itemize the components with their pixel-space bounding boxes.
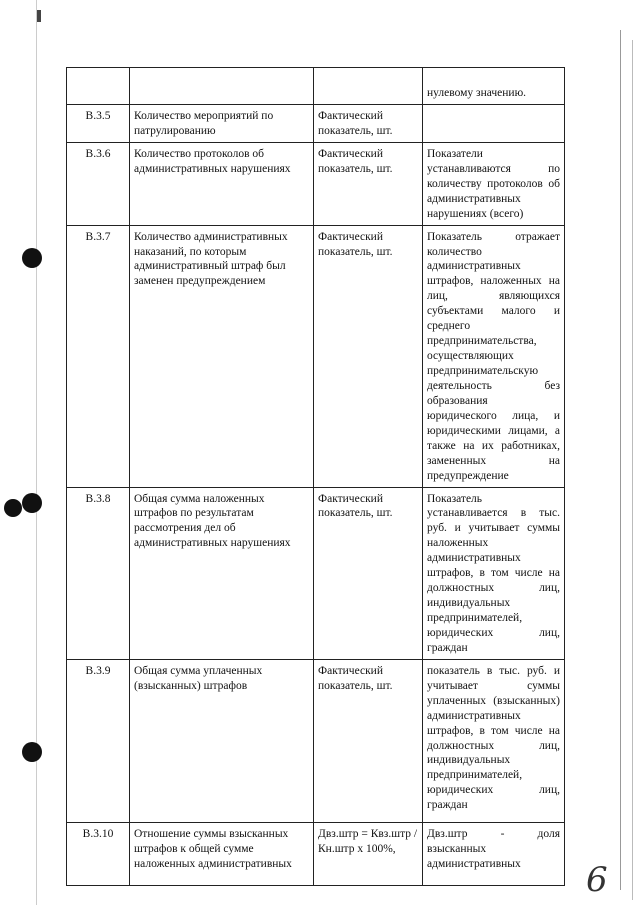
indicator-name bbox=[130, 68, 314, 105]
punch-hole-2 bbox=[4, 499, 22, 517]
indicator-name: Количество протоколов об административных нарушениях bbox=[130, 142, 314, 225]
indicator-description: показатель в тыс. руб. и учитывает суммы уплаченных (взысканных) административных штрафов, в том числе на должностных лиц, индивидуальных предпринимателей, юридических лиц, граждан bbox=[423, 659, 565, 822]
scan-edge-right bbox=[620, 30, 621, 890]
indicator-description: Двз.штр - доля взысканных административных bbox=[423, 822, 565, 885]
table-row bbox=[67, 225, 565, 487]
scan-mark bbox=[37, 10, 41, 22]
calc-method: Фактический показатель, шт. bbox=[314, 659, 423, 822]
indicator-description: Показатель отражает количество административных штрафов, наложенных на лиц, являющихся субъектами малого и среднего предпринимательства, осуществляющих предпринимательскую деятельность без образования юридического лица, и юридическими лицами, а также на их работниках, замененных на предупреждение bbox=[423, 225, 565, 487]
row-number: В.3.9 bbox=[67, 659, 130, 822]
scan-edge-left bbox=[36, 0, 37, 905]
punch-hole-3 bbox=[22, 493, 42, 513]
indicators-table bbox=[66, 67, 565, 886]
row-number bbox=[67, 68, 130, 105]
scan-edge-right-outer bbox=[632, 40, 633, 900]
row-number: В.3.7 bbox=[67, 225, 130, 487]
indicator-name: Отношение суммы взысканных штрафов к общей сумме наложенных административных bbox=[130, 822, 314, 885]
indicator-name: Количество административных наказаний, по которым административный штраф был заменен предупреждением bbox=[130, 225, 314, 487]
calc-method: Фактический показатель, шт. bbox=[314, 487, 423, 659]
page-number: 6 bbox=[586, 860, 608, 900]
table-row bbox=[67, 822, 565, 885]
indicator-name: Общая сумма уплаченных (взысканных) штрафов bbox=[130, 659, 314, 822]
calc-method bbox=[314, 68, 423, 105]
punch-hole-1 bbox=[22, 248, 42, 268]
row-number: В.3.10 bbox=[67, 822, 130, 885]
indicator-description: нулевому значению. bbox=[423, 68, 565, 105]
calc-method: Фактический показатель, шт. bbox=[314, 225, 423, 487]
table-row bbox=[67, 659, 565, 822]
row-number: В.3.6 bbox=[67, 142, 130, 225]
row-number: В.3.8 bbox=[67, 487, 130, 659]
table-row bbox=[67, 487, 565, 659]
indicator-name: Общая сумма наложенных штрафов по результатам рассмотрения дел об административных нарушениях bbox=[130, 487, 314, 659]
table-row bbox=[67, 105, 565, 143]
punch-hole-4 bbox=[22, 742, 42, 762]
calc-method: Двз.штр = Квз.штр / Кн.штр x 100%, bbox=[314, 822, 423, 885]
calc-method: Фактический показатель, шт. bbox=[314, 105, 423, 143]
indicator-description: Показатели устанавливаются по количеству протоколов об административных нарушениях (всего) bbox=[423, 142, 565, 225]
calc-method: Фактический показатель, шт. bbox=[314, 142, 423, 225]
table-row bbox=[67, 68, 565, 105]
row-number: В.3.5 bbox=[67, 105, 130, 143]
indicator-description bbox=[423, 105, 565, 143]
table-row bbox=[67, 142, 565, 225]
indicator-name: Количество мероприятий по патрулированию bbox=[130, 105, 314, 143]
indicator-description: Показатель устанавливается в тыс. руб. и учитывает суммы наложенных административных штрафов, в том числе на должностных лиц, индивидуальных предпринимателей, юридических лиц, граждан bbox=[423, 487, 565, 659]
